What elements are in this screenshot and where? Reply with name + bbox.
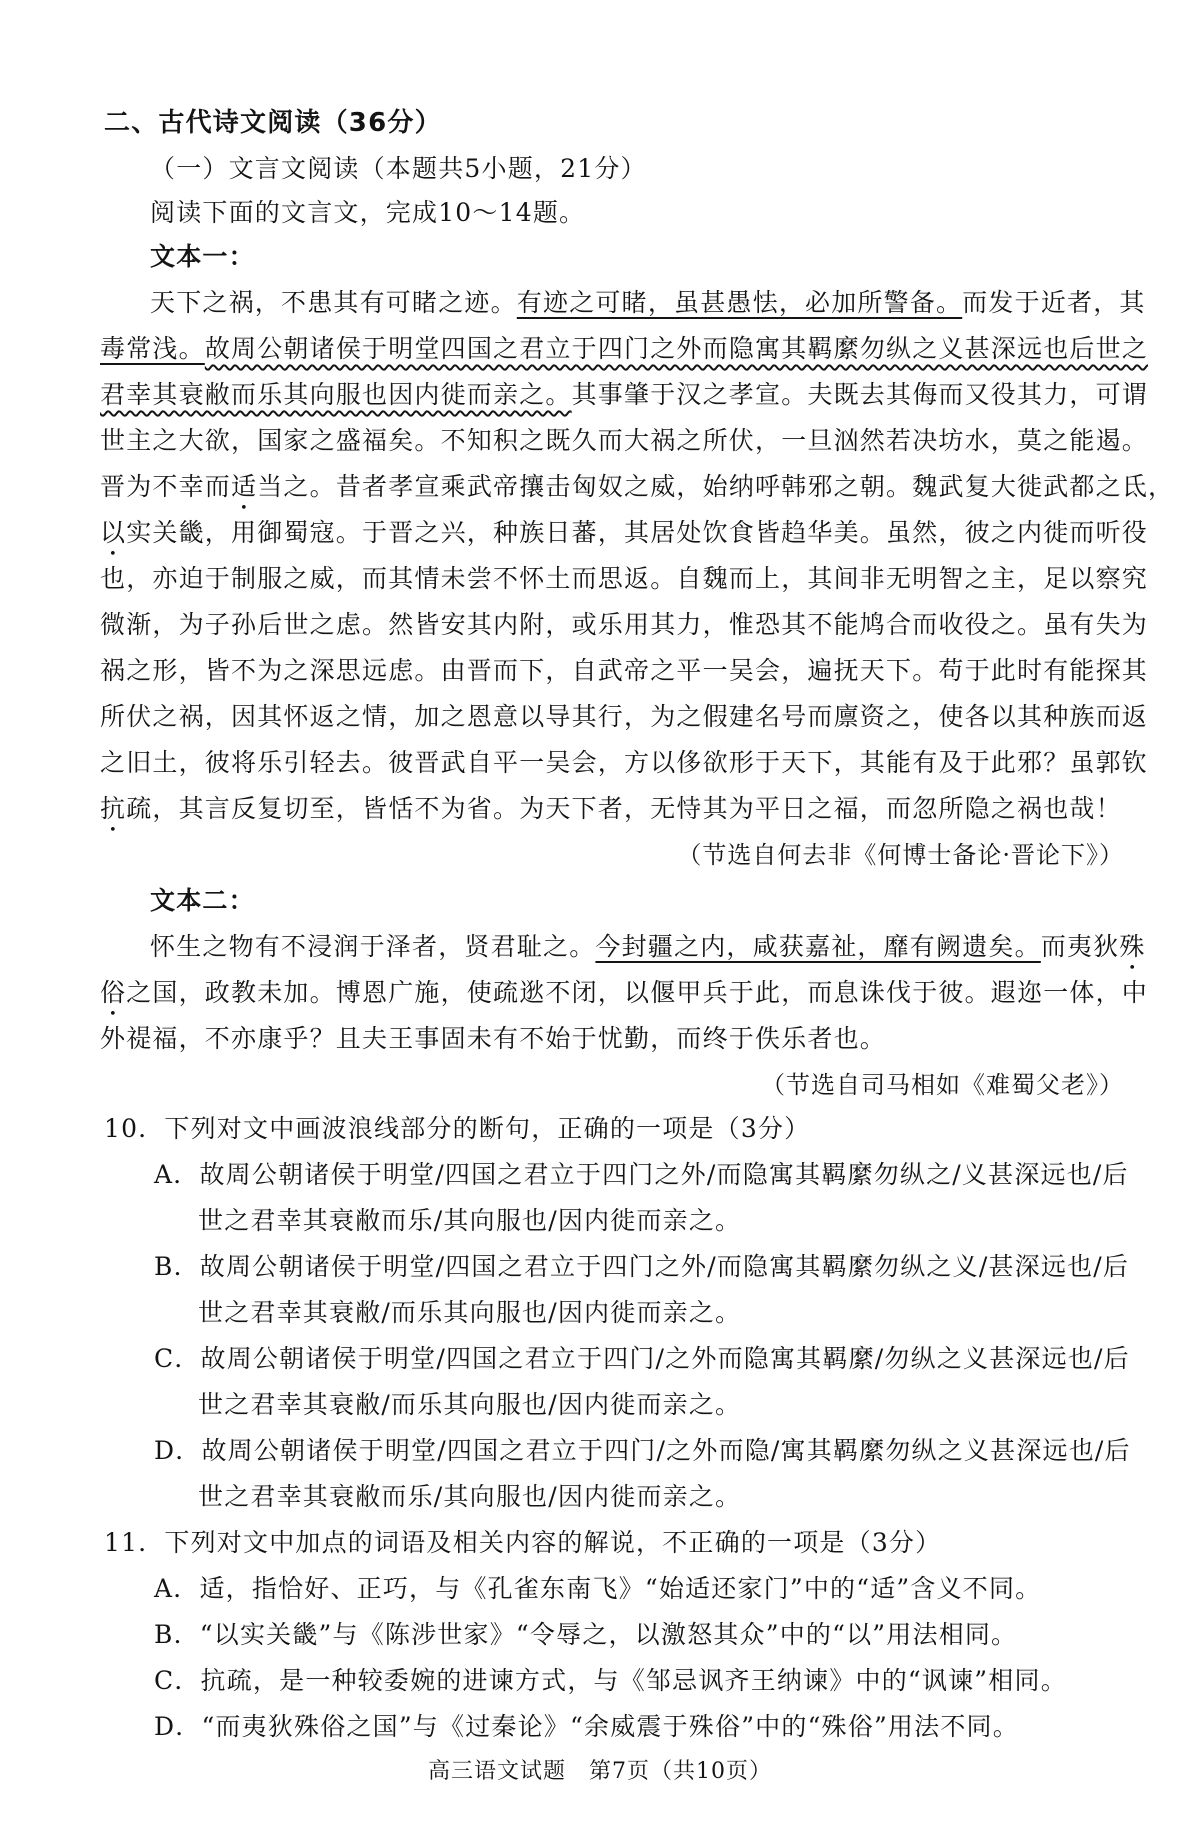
q10-option-b-line1: B．故周公朝诸侯于明堂/四国之君立于四门之外/而隐寓其羁縻勿纵之义/甚深远也/后 [154, 1252, 1130, 1281]
text1-line-8: 微渐，为子孙后世之虑。然皆安其内附，或乐用其力，惟恐其不能鸠合而收役之。虽有失为 [100, 610, 1149, 639]
text1-line-7: 也，亦迫于制服之威，而其情未尝不怀土而思返。自魏而上，其间非无明智之主，足以察究 [100, 564, 1149, 593]
instruction: 阅读下面的文言文，完成10～14题。 [150, 198, 586, 227]
text1-span: 天下之祸，不患其有可睹之迹。 [150, 288, 517, 317]
q11-stem: 11．下列对文中加点的词语及相关内容的解说，不正确的一项是（3分） [104, 1528, 942, 1557]
text1-line-2 [100, 332, 1148, 366]
q11-option-a: A．适，指恰好、正巧，与《孔雀东南飞》“始适还家门”中的“适”含义不同。 [154, 1574, 1042, 1603]
q10-stem: 10．下列对文中画波浪线部分的断句，正确的一项是（3分） [104, 1114, 811, 1143]
text2-heading: 文本二： [150, 886, 255, 915]
q10-option-d-line2: 世之君幸其衰敝而乐/其向服也/因内徙而亲之。 [198, 1482, 742, 1511]
q10-option-d-line1: D．故周公朝诸侯于明堂/四国之君立于四门/之外而隐/寓其羁縻勿纵之义甚深远也/后 [154, 1436, 1131, 1465]
text2-span: 之国，政教未加。博恩广施，使疏逖不闭，以偃甲兵于此，而息诛伐于彼。遐迩一体，中 [126, 978, 1149, 1007]
text2-line-3: 外禔福，不亦康乎？且夫王事固未有不始于忧勤，而终于佚乐者也。 [100, 1024, 887, 1053]
q10-option-c-line1: C．故周公朝诸侯于明堂/四国之君立于四门/之外而隐寓其羁縻/勿纵之义甚深远也/后 [154, 1344, 1130, 1373]
text1-line-12 [100, 792, 1122, 838]
text1-line-6 [100, 516, 1148, 562]
dotted-word: 殊 [1119, 932, 1146, 961]
text1-line-1 [150, 286, 1146, 320]
underlined-sentence: 有迹之可睹，虽甚愚怯，必加所警备。 [516, 288, 963, 317]
underlined-sentence: 毒常浅。 [100, 334, 205, 363]
text1-line-3 [100, 378, 1148, 412]
underlined-sentence: 今封疆之内，咸获嘉祉，靡有阙遗矣。 [595, 932, 1041, 961]
wavy-underlined-passage: 故周公朝诸侯于明堂四国之君立于四门之外而隐寓其羁縻勿纵之义甚深远也后世之 [204, 334, 1149, 363]
text2-span: 而夷狄 [1040, 932, 1120, 961]
text1-line-5 [100, 470, 1174, 516]
text1-line-10: 所伏之祸，因其怀返之情，加之恩意以导其行，为之假建名号而廪资之，使各以其种族而返 [100, 702, 1149, 731]
text1-source: （节选自何去非《何博士备论·晋论下》） [677, 841, 1124, 869]
text2-span: 怀生之物有不浸润于泽者，贤君耻之。 [150, 932, 596, 961]
section-title: 二、古代诗文阅读（36分） [104, 108, 442, 138]
q11-option-b: B．“以实关畿”与《陈涉世家》“令辱之，以激怒其众”中的“以”用法相同。 [154, 1620, 1018, 1649]
q10-option-c-line2: 世之君幸其衰敝/而乐其向服也/因内徙而亲之。 [198, 1390, 742, 1419]
text1-span: 当之。昔者孝宣乘武帝攘击匈奴之威，始纳呼韩邪之朝。魏武复大徙武都之氐， [257, 472, 1175, 501]
dotted-word: 抗 [100, 794, 127, 823]
text1-line-4: 世主之大欲，国家之盛福矣。不知积之既久而大祸之所伏，一旦汹然若决坊水，莫之能遏。 [100, 426, 1149, 455]
text2-line-1 [150, 930, 1146, 976]
q10-option-b-line2: 世之君幸其衰敝/而乐其向服也/因内徙而亲之。 [198, 1298, 742, 1327]
text2-source: （节选自司马相如《难蜀父老》） [761, 1071, 1124, 1099]
text1-line-9: 祸之形，皆不为之深思远虑。由晋而下，自武帝之平一吴会，遍抚天下。苟于此时有能探其 [100, 656, 1149, 685]
text1-span: 晋为不幸而 [100, 472, 232, 501]
text2-line-2 [100, 976, 1148, 1022]
q11-option-c: C．抗疏，是一种较委婉的进谏方式，与《邹忌讽齐王纳谏》中的“讽谏”相同。 [154, 1666, 1067, 1695]
q10-option-a-line2: 世之君幸其衰敝而乐/其向服也/因内徙而亲之。 [198, 1206, 742, 1235]
wavy-underlined-passage: 君幸其衰敝而乐其向服也因内徙而亲之。 [100, 380, 572, 409]
q11-option-d: D．“而夷狄殊俗之国”与《过秦论》“余威震于殊俗”中的“殊俗”用法不同。 [154, 1712, 1019, 1741]
text1-span: 实关畿，用御蜀寇。于晋之兴，种族日蕃，其居处饮食皆趋华美。虽然，彼之内徙而听役 [126, 518, 1149, 547]
text1-span: 其事肇于汉之孝宣。夫既去其侮而又役其力，可谓 [571, 380, 1149, 409]
subsection-title: （一）文言文阅读（本题共5小题，21分） [150, 154, 647, 183]
text1-span: 疏，其言反复切至，皆恬不为省。为天下者，无恃其为平日之福，而忽所隐之祸也哉！ [126, 794, 1122, 823]
page-footer: 高三语文试题 第7页（共10页） [428, 1759, 772, 1784]
text1-span: 而发于近者，其 [962, 288, 1146, 317]
dotted-word: 俗 [100, 978, 127, 1007]
text1-heading: 文本一： [150, 242, 255, 271]
dotted-word: 适 [231, 472, 258, 501]
dotted-word: 以 [100, 518, 127, 547]
text1-line-11: 之旧土，彼将乐引轻去。彼晋武自平一吴会，方以侈欲形于天下，其能有及于此邪？虽郭钦 [100, 748, 1149, 777]
q10-option-a-line1: A．故周公朝诸侯于明堂/四国之君立于四门之外/而隐寓其羁縻勿纵之/义甚深远也/后 [154, 1160, 1129, 1189]
